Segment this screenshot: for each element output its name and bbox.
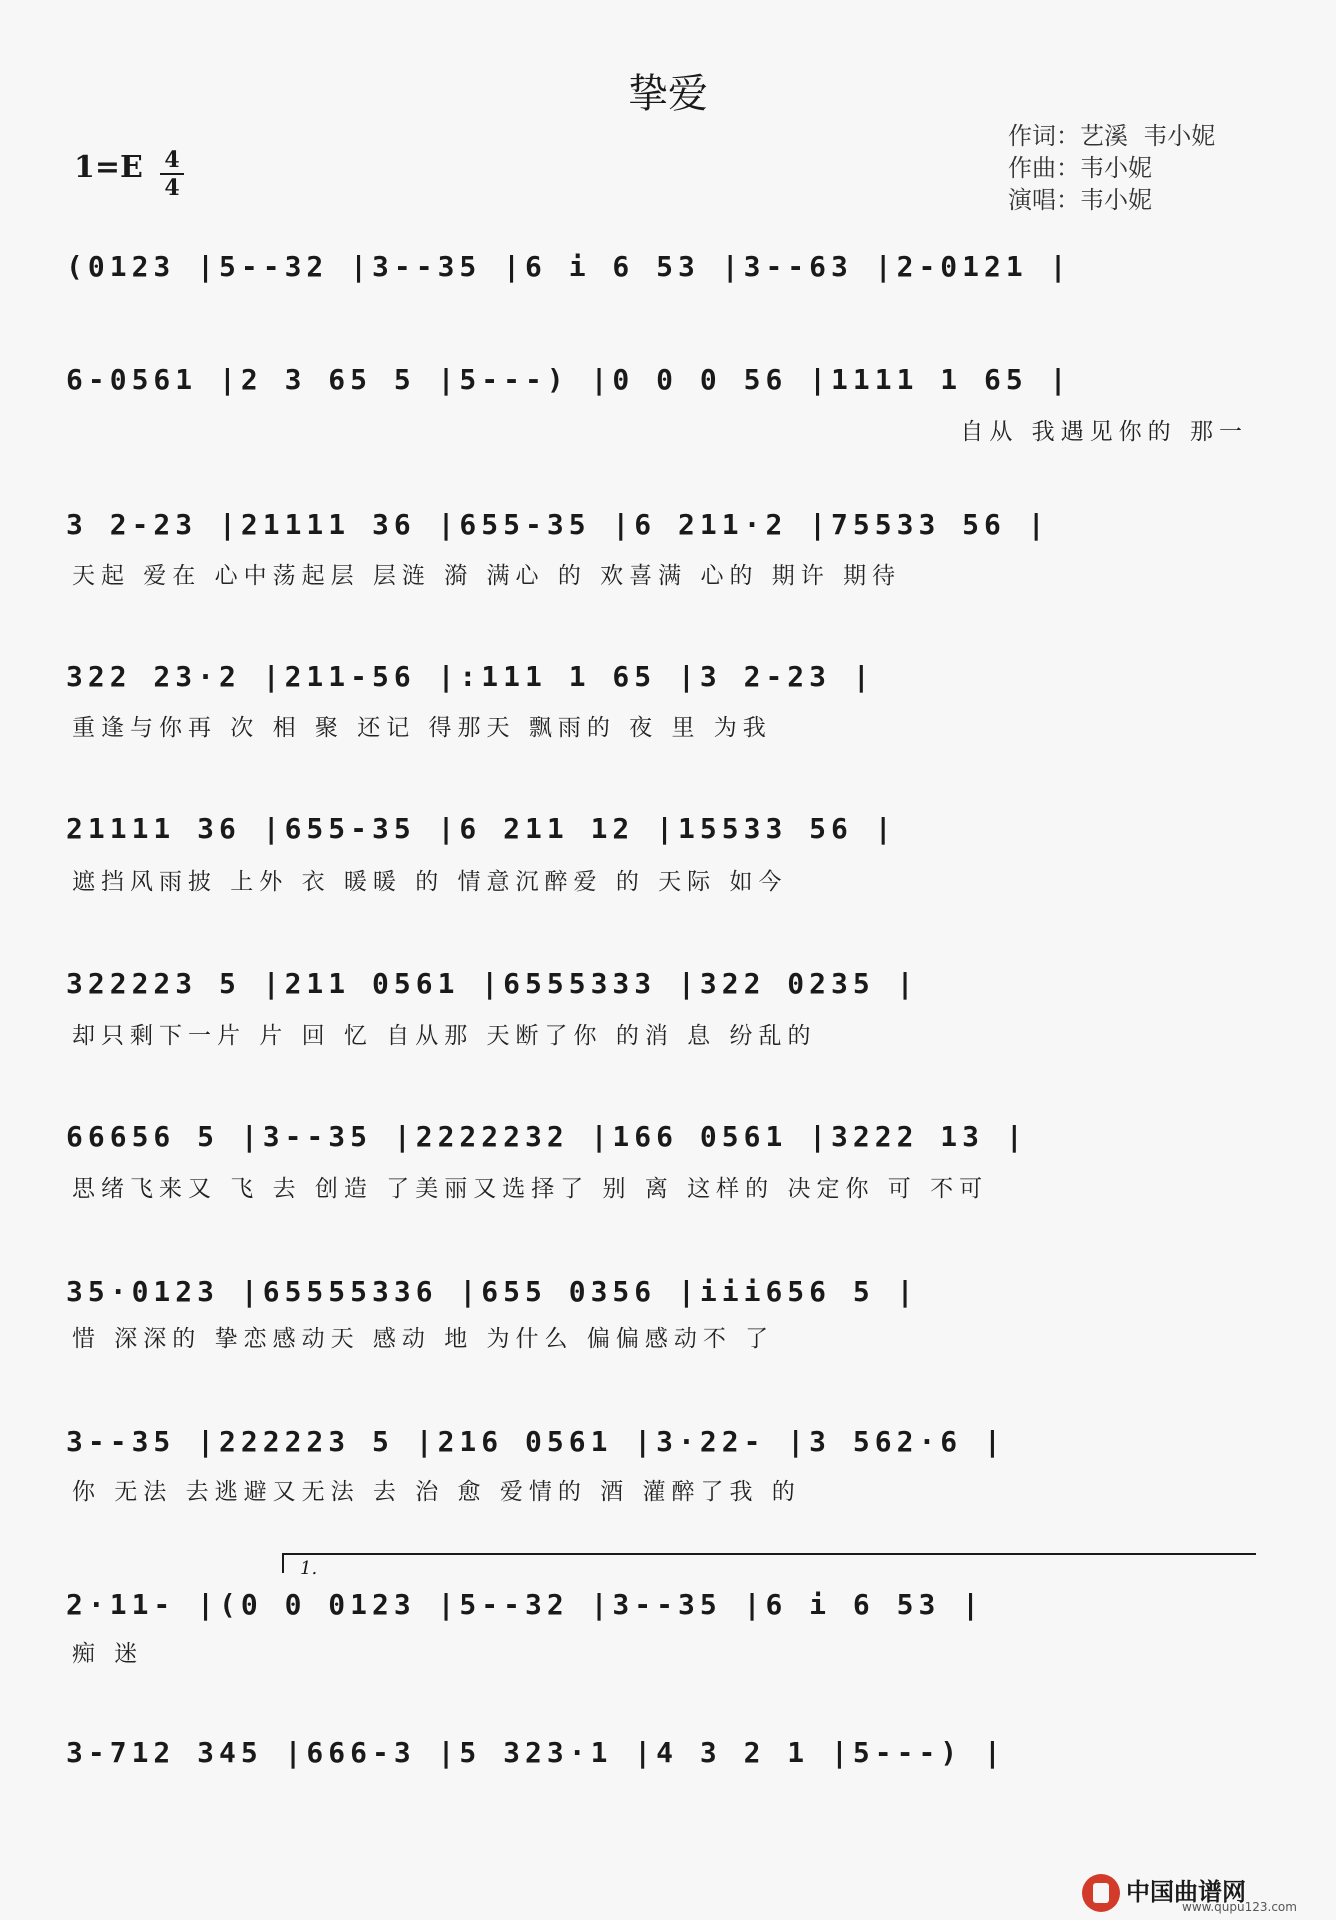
score-line-3: 3 2-23 |21111 36 |655-35 |6 211·2 |75533 56 | bbox=[66, 508, 1050, 541]
lyric-line-7: 思绪飞来又 飞 去 创造 了美丽又选择了 别 离 这样的 决定你 可 不可 bbox=[72, 1176, 989, 1202]
time-signature bbox=[160, 148, 184, 200]
lyricist-credit: 作词：艺溪 韦小妮 bbox=[1008, 122, 1216, 150]
score-line-6: 322223 5 |211 0561 |6555333 |322 0235 | bbox=[66, 967, 919, 1000]
watermark-name: 中国曲谱网 bbox=[1126, 1877, 1246, 1906]
site-logo-icon bbox=[1082, 1874, 1120, 1912]
singer-credit: 演唱：韦小妮 bbox=[1008, 186, 1152, 214]
score-line-1: (0123 |5--32 |3--35 |6 i 6 53 |3--63 |2-0121 | bbox=[66, 250, 1072, 283]
key-signature: 1=E bbox=[74, 150, 143, 185]
volta-bracket bbox=[282, 1553, 1256, 1573]
volta-label: 1. bbox=[300, 1558, 318, 1579]
lyric-line-3: 天起 爱在 心中荡起层 层涟 漪 满心 的 欢喜满 心的 期许 期待 bbox=[72, 563, 902, 589]
score-line-10: 2·11- |(0 0 0123 |5--32 |3--35 |6 i 6 53 | bbox=[66, 1588, 985, 1621]
score-line-5: 21111 36 |655-35 |6 211 12 |15533 56 | bbox=[66, 812, 897, 845]
watermark-url: www.qupu123.com bbox=[1182, 1900, 1297, 1914]
score-line-8: 35·0123 |65555336 |655 0356 |iii656 5 | bbox=[66, 1275, 919, 1308]
lyric-line-4: 重逢与你再 次 相 聚 还记 得那天 飘雨的 夜 里 为我 bbox=[72, 715, 772, 741]
lyric-line-6: 却只剩下一片 片 回 忆 自从那 天断了你 的消 息 纷乱的 bbox=[72, 1023, 817, 1049]
score-line-2: 6-0561 |2 3 65 5 |5---) |0 0 0 56 |1111 1 65 | bbox=[66, 363, 1072, 396]
lyric-line-2: 自从 我遇见你的 那一 bbox=[960, 419, 1248, 445]
score-line-9: 3--35 |222223 5 |216 0561 |3·22- |3 562·6 | bbox=[66, 1425, 1006, 1458]
time-top: 4 bbox=[164, 147, 180, 173]
lyric-line-9: 你 无法 去逃避又无法 去 治 愈 爱情的 酒 灌醉了我 的 bbox=[72, 1479, 801, 1505]
score-line-7: 66656 5 |3--35 |2222232 |166 0561 |3222 13 | bbox=[66, 1120, 1028, 1153]
lyric-line-5: 遮挡风雨披 上外 衣 暖暖 的 情意沉醉爱 的 天际 如今 bbox=[72, 869, 788, 895]
time-bottom: 4 bbox=[164, 175, 180, 201]
credits bbox=[1008, 120, 1215, 216]
score-line-11: 3-712 345 |666-3 |5 323·1 |4 3 2 1 |5---) | bbox=[66, 1736, 1006, 1769]
site-watermark bbox=[1082, 1872, 1322, 1914]
composer-credit: 作曲：韦小妮 bbox=[1008, 154, 1152, 182]
lyric-line-8: 惜 深深的 挚恋感动天 感动 地 为什么 偏偏感动不 了 bbox=[72, 1326, 775, 1352]
score-line-4: 322 23·2 |211-56 |:111 1 65 |3 2-23 | bbox=[66, 660, 875, 693]
lyric-line-10: 痴 迷 bbox=[72, 1641, 144, 1667]
song-title: 挚爱 bbox=[628, 71, 708, 117]
